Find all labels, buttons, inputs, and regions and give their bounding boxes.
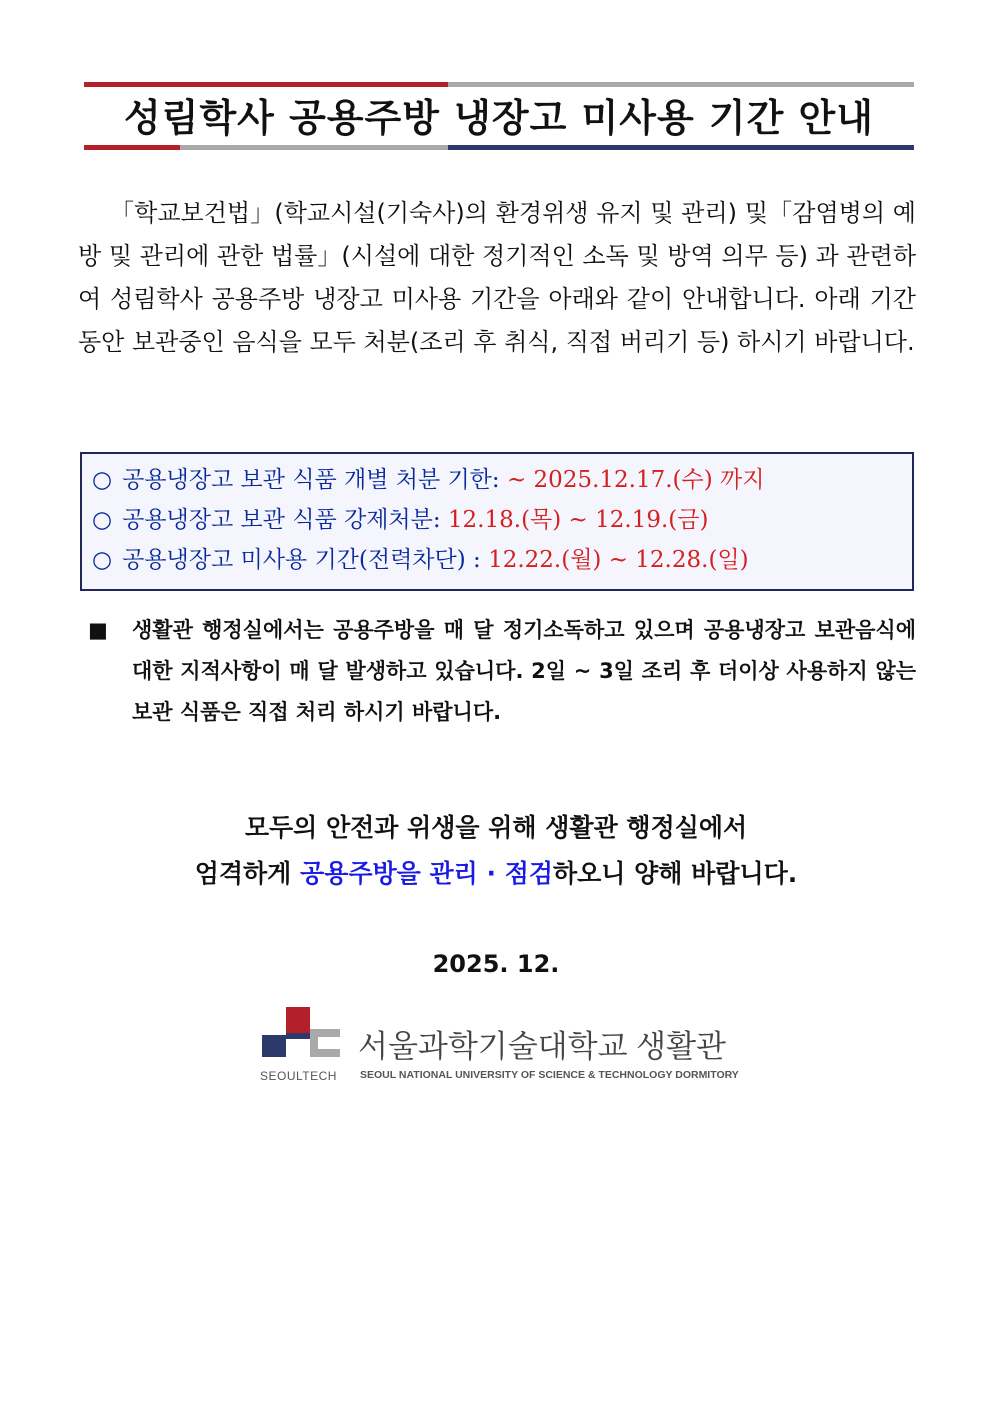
title-bar-bottom-navy (448, 145, 914, 150)
square-bullet-icon: ■ (88, 618, 108, 642)
page-title: 성림학사 공용주방 냉장고 미사용 기간 안내 (124, 96, 874, 140)
schedule-label: 공용냉장고 보관 식품 강제처분: (122, 507, 441, 533)
closing-line-2 (0, 851, 992, 897)
notice-text: 생활관 행정실에서는 공용주방을 매 달 정기소독하고 있으며 공용냉장고 보관음식에 대한 지적사항이 매 달 발생하고 있습니다. 2일 ~ 3일 조리 후 더이상 사용하지 않는 보관 식품은 직접 처리 하시기 바랍니다. (132, 618, 916, 724)
closing-line-2-pre: 엄격하게 (194, 859, 301, 888)
closing-highlight: 공용주방을 관리 · 점검 (300, 859, 553, 888)
circle-bullet-icon: ○ (92, 507, 113, 533)
schedule-value: ~ 2025.12.17.(수) 까지 (506, 467, 765, 493)
schedule-value: 12.22.(월) ~ 12.28.(일) (488, 547, 749, 573)
closing-line-2-post: 하오니 양해 바랍니다. (553, 859, 798, 888)
schedule-item-power-off-period (92, 540, 902, 580)
seoultech-emblem-icon (258, 1005, 348, 1067)
title-bar-bottom-gray (180, 145, 448, 150)
closing-line-1: 모두의 안전과 위생을 위해 생활관 행정실에서 (244, 813, 748, 842)
schedule-box (80, 452, 914, 591)
schedule-label: 공용냉장고 미사용 기간(전력차단) : (122, 547, 481, 573)
schedule-value: 12.18.(목) ~ 12.19.(금) (447, 507, 709, 533)
circle-bullet-icon: ○ (92, 547, 113, 573)
logo-english-name: SEOUL NATIONAL UNIVERSITY OF SCIENCE & TECHNOLOGY DORMITORY (360, 1069, 739, 1081)
issue-date: 2025. 12. (432, 950, 560, 978)
title-bar-top-gray (448, 82, 914, 87)
seoultech-dormitory-logo (258, 1005, 738, 1087)
schedule-label: 공용냉장고 보관 식품 개별 처분 기한: (122, 467, 500, 493)
title-bar-bottom-red (84, 145, 180, 150)
title-bar-top-red (84, 82, 448, 87)
logo-wordmark: SEOULTECH (260, 1069, 337, 1083)
logo-korean-name: 서울과학기술대학교 생활관 (358, 1029, 726, 1064)
notice-paragraph (88, 610, 916, 733)
schedule-item-disposal-deadline (92, 460, 902, 500)
circle-bullet-icon: ○ (92, 467, 113, 493)
intro-paragraph: 「학교보건법」(학교시설(기숙사)의 환경위생 유지 및 관리) 및「감염병의 예방 및 관리에 관한 법률」(시설에 대한 정기적인 소독 및 방역 의무 등) 과 관련하여 성림학사 공용주방 냉장고 미사용 기간을 아래와 같이 안내합니다. 아래 기간동안 보관중인 음식을 모두 처분(조리 후 취식, 직접 버리기 등) 하시기 바랍니다. (78, 199, 916, 356)
schedule-item-forced-disposal (92, 500, 902, 540)
closing-message (0, 805, 992, 897)
